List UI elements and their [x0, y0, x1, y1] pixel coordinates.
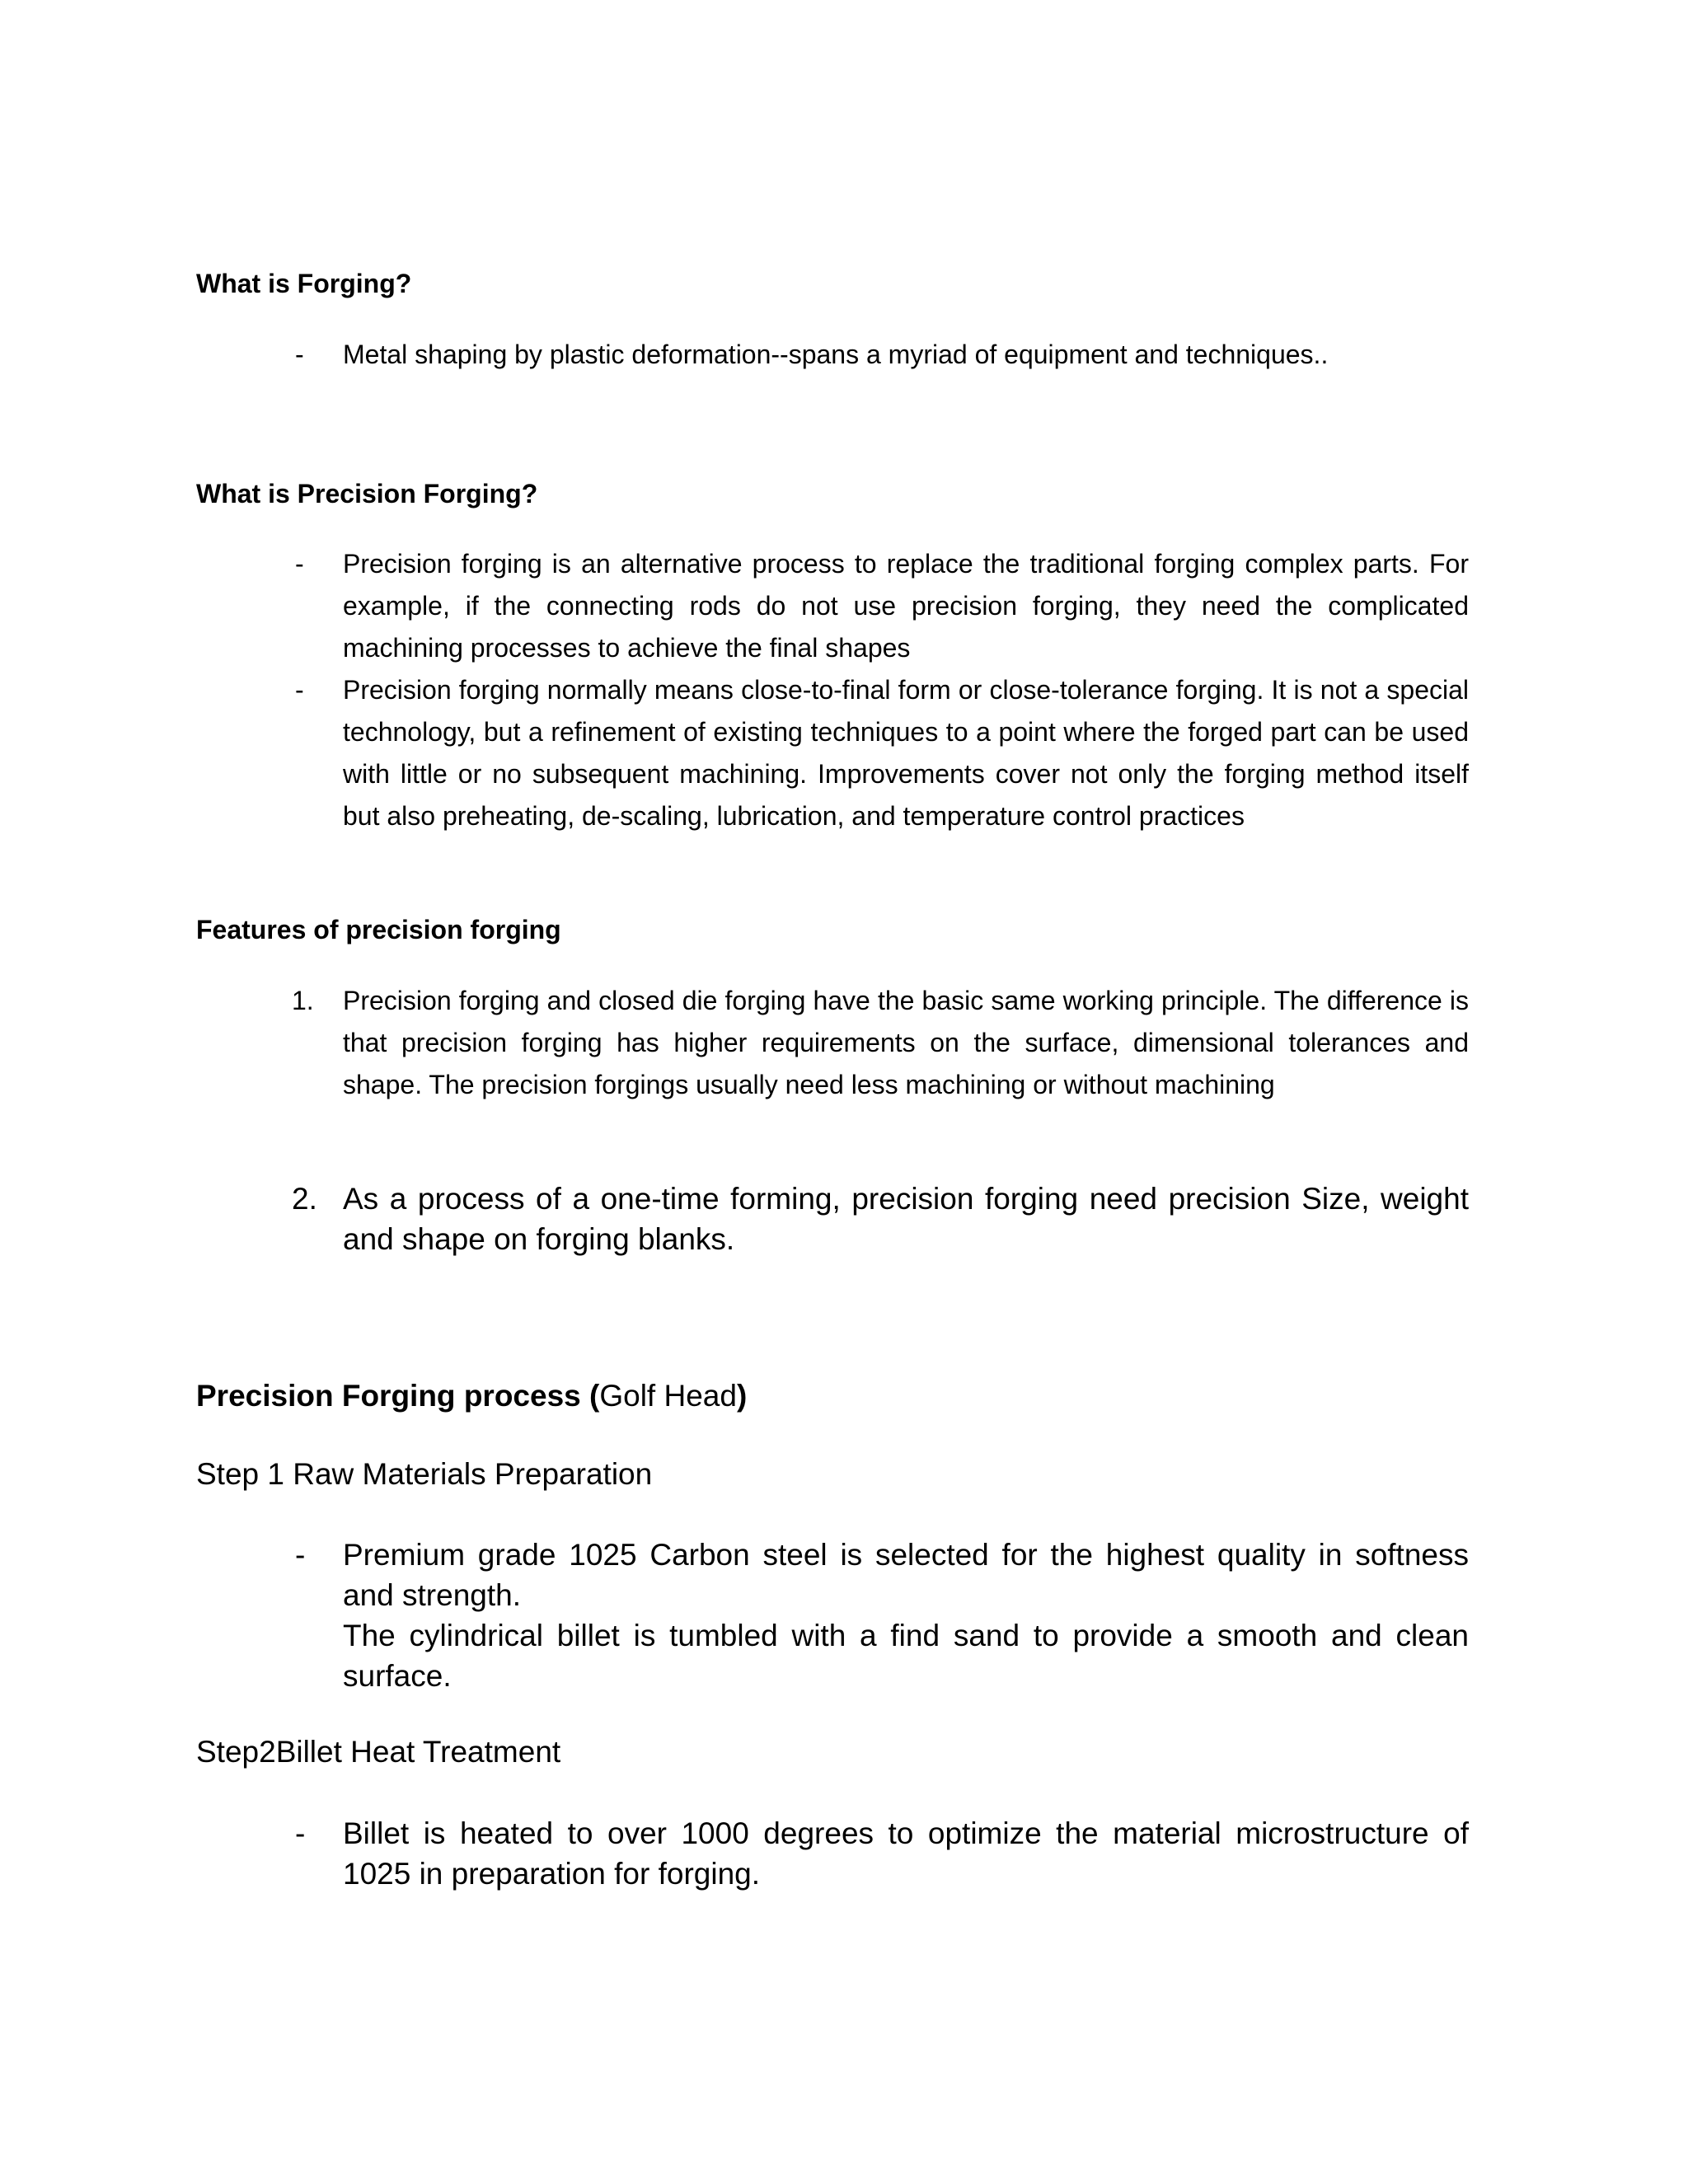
- heading-process-close: ): [736, 1379, 748, 1413]
- bullet-dash: -: [295, 1538, 306, 1572]
- item-number: 2.: [292, 1182, 317, 1216]
- list-item-text: Metal shaping by plastic deformation--spans a myriad of equipment and techniques..: [343, 340, 1329, 369]
- list-item: [292, 334, 1469, 376]
- heading-what-is-precision-forging: What is Precision Forging?: [196, 479, 538, 509]
- bullet-dash: -: [295, 1816, 306, 1850]
- list-item-text: Precision forging and closed die forging have the basic same working principle. The difference is that precision forging has higher requirements on the surface, dimensional tolerances and shape. The precision forgings usually need less machining or without machining: [343, 986, 1469, 1099]
- list-item-text: Premium grade 1025 Carbon steel is selected for the highest quality in softness and strength.: [343, 1538, 1469, 1612]
- list-item-text: As a process of a one-time forming, precision forging need precision Size, weight and shape on forging blanks.: [343, 1182, 1469, 1256]
- heading-features: Features of precision forging: [196, 915, 561, 944]
- bullet-dash: -: [295, 340, 304, 369]
- list-item: [292, 669, 1469, 837]
- list-item: [292, 1535, 1469, 1696]
- heading-what-is-forging: What is Forging?: [196, 269, 412, 298]
- numbered-item: [292, 1179, 1469, 1259]
- heading-process: [196, 1378, 747, 1414]
- step-title: Step 1 Raw Materials Preparation: [196, 1457, 653, 1491]
- list-item: [292, 1813, 1469, 1894]
- numbered-item: [292, 980, 1469, 1106]
- bullet-dash: -: [295, 549, 304, 579]
- list-item: [292, 543, 1469, 669]
- list-item-text: Precision forging normally means close-to-final form or close-tolerance forging. It is not a special technology, but a refinement of existing techniques to a point where the forged part can be used with little or no subsequent machining. Improvements cover not only the forging method itself but also preheating, de-scaling, lubrication, and temperature control practices: [343, 675, 1469, 831]
- list-item-text: Billet is heated to over 1000 degrees to optimize the material microstructure of 1025 in preparation for forging.: [343, 1816, 1469, 1891]
- list-item-text: Precision forging is an alternative process to replace the traditional forging complex parts. For example, if the connecting rods do not use precision forging, they need the complicated machining processes to achieve the final shapes: [343, 549, 1469, 663]
- heading-process-bold: Precision Forging process (: [196, 1379, 600, 1413]
- heading-process-subject: Golf Head: [599, 1379, 737, 1413]
- item-number: 1.: [292, 986, 314, 1015]
- bullet-dash: -: [295, 675, 304, 705]
- step-title: Step2Billet Heat Treatment: [196, 1735, 561, 1769]
- list-item-text: The cylindrical billet is tumbled with a find sand to provide a smooth and clean surface.: [343, 1619, 1469, 1693]
